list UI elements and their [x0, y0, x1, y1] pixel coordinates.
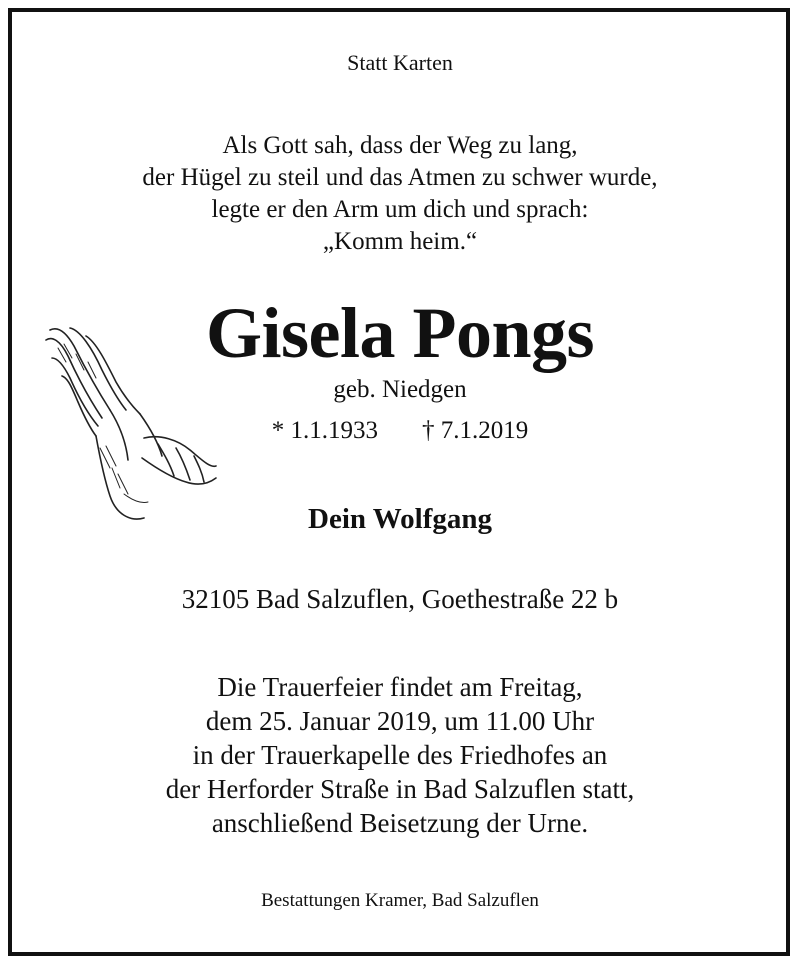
birth-date: * 1.1.1933 [271, 417, 378, 444]
service-line: anschließend Beisetzung der Urne. [211, 808, 589, 838]
poem-line: legte er den Arm um dich und sprach: [211, 196, 589, 223]
signer: Dein Wolfgang [308, 503, 492, 535]
service-line: in der Trauerkapelle des Friedhofes an [192, 740, 608, 770]
service-line: dem 25. Januar 2019, um 11.00 Uhr [205, 706, 595, 736]
undertaker: Bestattungen Kramer, Bad Salzuflen [261, 890, 539, 911]
poem-line: „Komm heim.“ [322, 228, 478, 255]
poem [0, 130, 800, 258]
heading-statt-karten: Statt Karten [347, 50, 453, 75]
life-dates [0, 417, 800, 445]
maiden-name: geb. Niedgen [333, 376, 467, 403]
death-date: † 7.1.2019 [422, 417, 529, 444]
address: 32105 Bad Salzuflen, Goethestraße 22 b [181, 584, 619, 614]
poem-line: der Hügel zu steil und das Atmen zu schwer wurde, [142, 164, 658, 191]
service-line: Die Trauerfeier findet am Freitag, [217, 672, 583, 702]
poem-line: Als Gott sah, dass der Weg zu lang, [222, 132, 578, 159]
service-details [0, 670, 800, 840]
service-line: der Herforder Straße in Bad Salzuflen statt, [165, 774, 635, 804]
deceased-name: Gisela Pongs [205, 293, 595, 373]
